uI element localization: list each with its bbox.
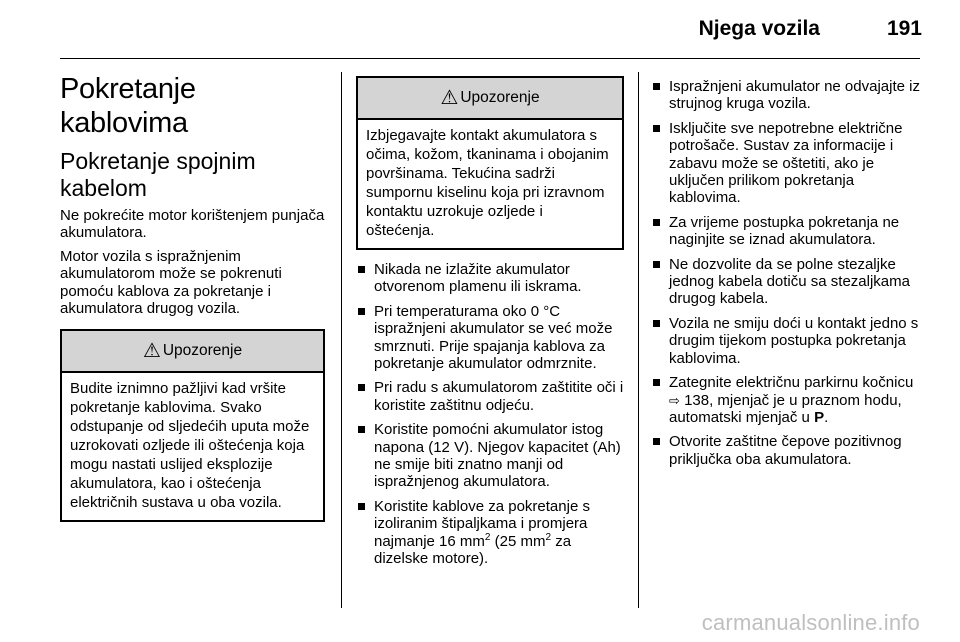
column-divider-2 bbox=[638, 72, 639, 608]
parking-text-a: Zategnite električnu parkirnu kočnicu bbox=[669, 374, 914, 392]
bullet-list bbox=[356, 261, 624, 568]
list-item: Pri temperaturama oko 0 °C ispražnjeni akumulator se već može smrznuti. Prije spajanja kablova za pokretanje akumulator odmrznite. bbox=[356, 303, 624, 373]
intro-paragraph-2: Motor vozila s ispražnjenim akumulatorom može se pokrenuti pomoću kablova za pokretanje i akumulatora drugog vozila. bbox=[60, 247, 282, 318]
gear-position-p: P bbox=[814, 408, 825, 426]
column-2 bbox=[356, 72, 624, 575]
list-item: Ne dozvolite da se polne stezaljke jednog kabela dotiču sa stezaljkama drugog kabela. bbox=[651, 256, 923, 308]
superscript: 2 bbox=[484, 531, 491, 543]
warning-triangle-icon: ⚠ bbox=[142, 340, 161, 363]
column-3 bbox=[651, 78, 923, 475]
list-item: Pri radu s akumulatorom zaštitite oči i koristite zaštitnu odjeću. bbox=[356, 379, 624, 414]
list-item bbox=[651, 374, 923, 426]
list-item: Otvorite zaštitne čepove pozitivnog priključka oba akumulatora. bbox=[651, 433, 923, 468]
page-number: 191 bbox=[886, 17, 922, 40]
warning-box bbox=[60, 329, 325, 522]
intro-paragraph-1: Ne pokrećite motor korištenjem punjača akumulatora. bbox=[60, 207, 325, 242]
warning-triangle-icon: ⚠ bbox=[440, 87, 459, 109]
warning-header bbox=[62, 331, 323, 373]
parking-text-b: 138, mjenjač je u praznom hodu, automatski mjenjač u bbox=[669, 391, 902, 426]
superscript: 2 bbox=[545, 531, 552, 543]
warning-box bbox=[356, 76, 624, 250]
cable-spec-text-a: Koristite kablove za pokretanje s izoliranim štipaljkama i promjera najmanje 16 mm bbox=[374, 497, 590, 550]
section-title: Pokretanje spojnim kabelom bbox=[60, 148, 256, 201]
warning-text: Izbjegavajte kontakt akumulatora s očima, kožom, tkaninama i obojanim površinama. Tekućina sadrži sumpornu kiselinu koja pri izravnom kontaktu uzrokuje ozljede i oštećenja. bbox=[366, 127, 609, 239]
list-item: Za vrijeme postupka pokretanja ne naginjite se iznad akumulatora. bbox=[651, 214, 923, 249]
bullet-list bbox=[651, 78, 923, 468]
list-item: Koristite pomoćni akumulator istog napona (12 V). Njegov kapacitet (Ah) ne smije biti znatno manji od ispražnjenog akumulatora. bbox=[356, 421, 624, 491]
list-item: Nikada ne izlažite akumulator otvorenom plamenu ili iskrama. bbox=[356, 261, 624, 296]
header-divider bbox=[60, 58, 920, 59]
list-item: Vozila ne smiju doći u kontakt jedno s drugim tijekom postupka pokretanja kablovima. bbox=[651, 315, 923, 367]
list-item: Isključite sve nepotrebne električne potrošače. Sustav za informacije i zabavu može se oštetiti, ako je uključen prilikom pokretanja kablovima. bbox=[651, 120, 923, 207]
cable-spec-text-b: (25 mm bbox=[490, 532, 546, 550]
chapter-title: Pokretanje kablovima bbox=[60, 73, 196, 139]
column-1 bbox=[60, 72, 325, 522]
warning-text: Budite iznimno pažljivi kad vršite pokretanje kablovima. Svako odstupanje od sljedećih uputa može uzrokovati ozljede ili oštećenja koja mogu nastati uslijed eksplozije akumulatora, kao i oštećenja električnih sustava u oba vozila. bbox=[70, 380, 310, 512]
cable-spec-text-c: za dizelske motore). bbox=[374, 532, 572, 568]
list-item: Ispražnjeni akumulator ne odvajajte iz strujnog kruga vozila. bbox=[651, 78, 923, 113]
list-item bbox=[356, 498, 624, 568]
warning-heading: Upozorenje bbox=[460, 89, 540, 106]
running-header-title: Njega vozila bbox=[698, 17, 820, 40]
watermark: carmanualsonline.info bbox=[701, 610, 920, 635]
warning-header bbox=[358, 78, 622, 120]
warning-heading: Upozorenje bbox=[162, 342, 243, 360]
page-ref-icon: ⇨ bbox=[669, 392, 680, 408]
column-divider-1 bbox=[341, 72, 342, 608]
parking-text-c: . bbox=[824, 408, 829, 426]
